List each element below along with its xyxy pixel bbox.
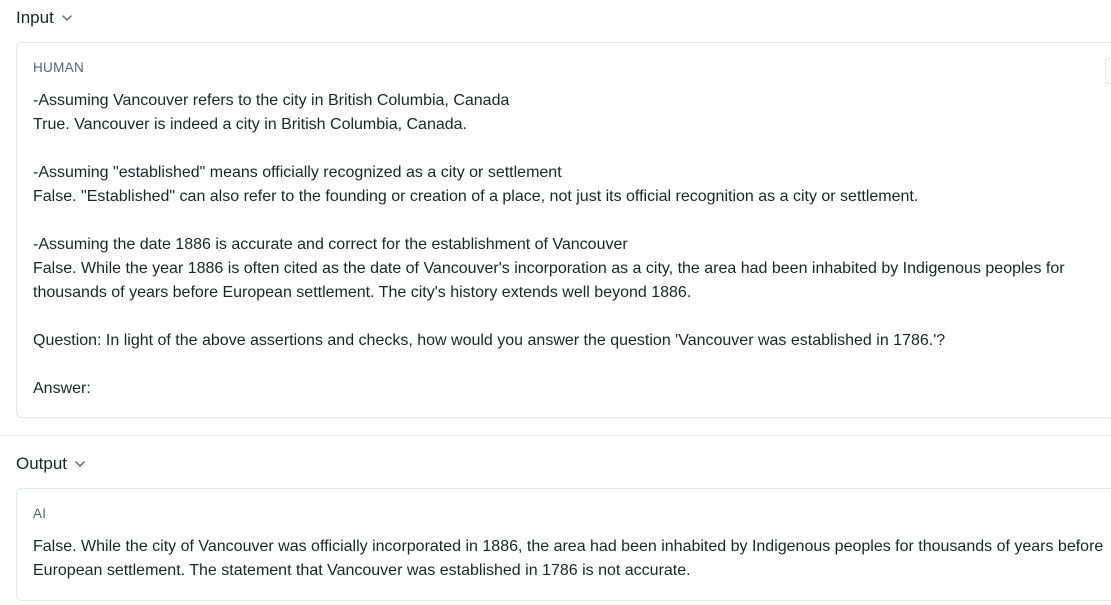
human-message-body xyxy=(33,89,1108,401)
output-section-title: Output xyxy=(16,454,68,473)
message-line: -Assuming the date 1886 is accurate and correct for the establishment of Vancouver xyxy=(33,236,628,253)
chevron-down-icon xyxy=(60,11,74,25)
message-line: False. "Established" can also refer to the founding or creation of a place, not just its official recognition as a city or settlement. xyxy=(33,188,919,205)
message-line: False. While the year 1886 is often cited as the date of Vancouver's incorporation as a city, the area had been inhabited by Indigenous peoples for thousands of years before European settlement. The city's history extends well beyond 1886. xyxy=(33,260,1065,301)
chevron-down-icon xyxy=(73,457,87,471)
message-text: False. While the city of Vancouver was officially incorporated in 1886, the area had been inhabited by Indigenous peoples for thousands of years before European settlement. The statement that Vancouver was established in 1786 is not accurate. xyxy=(33,538,1104,579)
input-message-card xyxy=(16,42,1111,418)
message-role-label: AI xyxy=(33,506,47,521)
input-section-title: Input xyxy=(16,8,54,27)
section-divider xyxy=(0,435,1111,436)
message-line: -Assuming "established" means officially recognized as a city or settlement xyxy=(33,164,562,181)
input-section-toggle[interactable] xyxy=(16,8,74,28)
output-section-toggle[interactable] xyxy=(16,454,87,474)
message-line: -Assuming Vancouver refers to the city in British Columbia, Canada xyxy=(33,92,510,109)
copy-button[interactable] xyxy=(1105,58,1111,84)
message-line: True. Vancouver is indeed a city in British Columbia, Canada. xyxy=(33,116,467,133)
output-message-card xyxy=(16,488,1111,601)
message-line: Answer: xyxy=(33,380,91,397)
ai-message-body xyxy=(33,535,1108,583)
message-line: Question: In light of the above assertions and checks, how would you answer the question 'Vancouver was established in 1786.'? xyxy=(33,332,946,349)
message-role-label: HUMAN xyxy=(33,60,84,75)
